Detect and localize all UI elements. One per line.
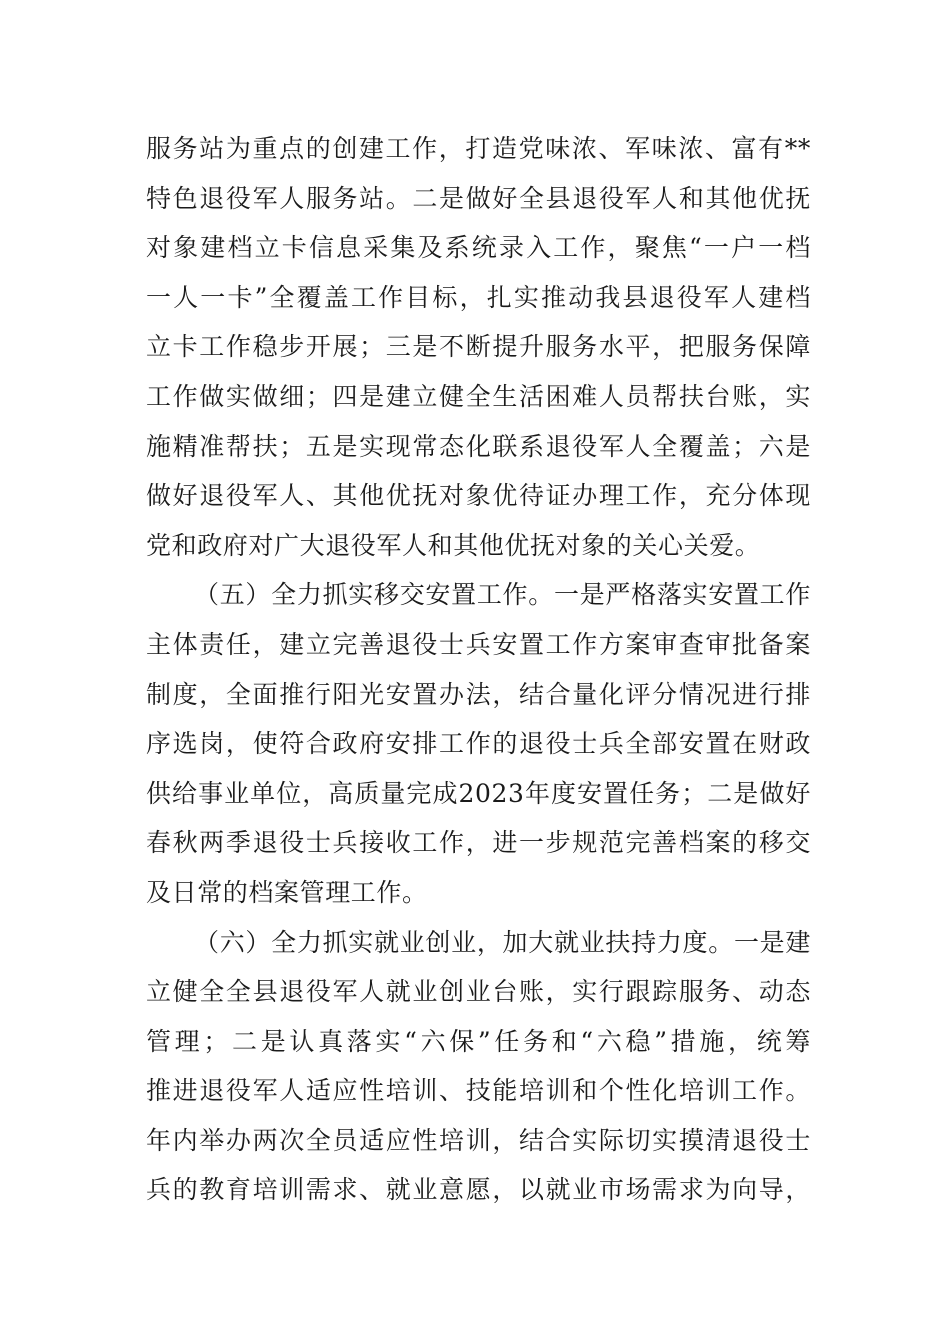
paragraph-heading-line: （六）全力抓实就业创业，加大就业扶持力度。一是建 — [194, 927, 811, 957]
text-line: 主体责任，建立完善退役士兵安置工作方案审查审批备案 — [146, 629, 811, 659]
text-line: 工作做实做细；四是建立健全生活困难人员帮扶台账，实 — [146, 381, 811, 411]
text-line: 供给事业单位，高质量完成2023年度安置任务；二是做好 — [146, 778, 811, 808]
text-line: 立卡工作稳步开展；三是不断提升服务水平，把服务保障 — [146, 332, 811, 362]
text-line: 推进退役军人适应性培训、技能培训和个性化培训工作。 — [146, 1076, 811, 1106]
text-line: 立健全全县退役军人就业创业台账，实行跟踪服务、动态 — [146, 977, 811, 1007]
text-line: 做好退役军人、其他优抚对象优待证办理工作，充分体现 — [146, 481, 811, 511]
paragraph-heading-line: （五）全力抓实移交安置工作。一是严格落实安置工作 — [194, 580, 811, 610]
text-line: 年内举办两次全员适应性培训，结合实际切实摸清退役士 — [146, 1125, 811, 1155]
body-text — [146, 124, 811, 1215]
text-line: 一人一卡”全覆盖工作目标，扎实推动我县退役军人建档 — [146, 282, 811, 312]
text-line: 特色退役军人服务站。二是做好全县退役军人和其他优抚 — [146, 183, 811, 213]
text-line: 管理；二是认真落实“六保”任务和“六稳”措施，统筹 — [146, 1026, 811, 1056]
text-line: 施精准帮扶；五是实现常态化联系退役军人全覆盖；六是 — [146, 431, 811, 461]
text-line: 兵的教育培训需求、就业意愿，以就业市场需求为向导， — [146, 1175, 811, 1205]
text-line: 对象建档立卡信息采集及系统录入工作，聚焦“一户一档 — [146, 233, 811, 263]
text-line: 及日常的档案管理工作。 — [146, 877, 428, 907]
text-line: 春秋两季退役士兵接收工作，进一步规范完善档案的移交 — [146, 828, 811, 858]
text-line: 党和政府对广大退役军人和其他优抚对象的关心关爱。 — [146, 530, 761, 560]
text-line: 序选岗，使符合政府安排工作的退役士兵全部安置在财政 — [146, 729, 811, 759]
text-line: 服务站为重点的创建工作，打造党味浓、军味浓、富有** — [146, 134, 811, 163]
text-line: 制度，全面推行阳光安置办法，结合量化评分情况进行排 — [146, 679, 811, 709]
